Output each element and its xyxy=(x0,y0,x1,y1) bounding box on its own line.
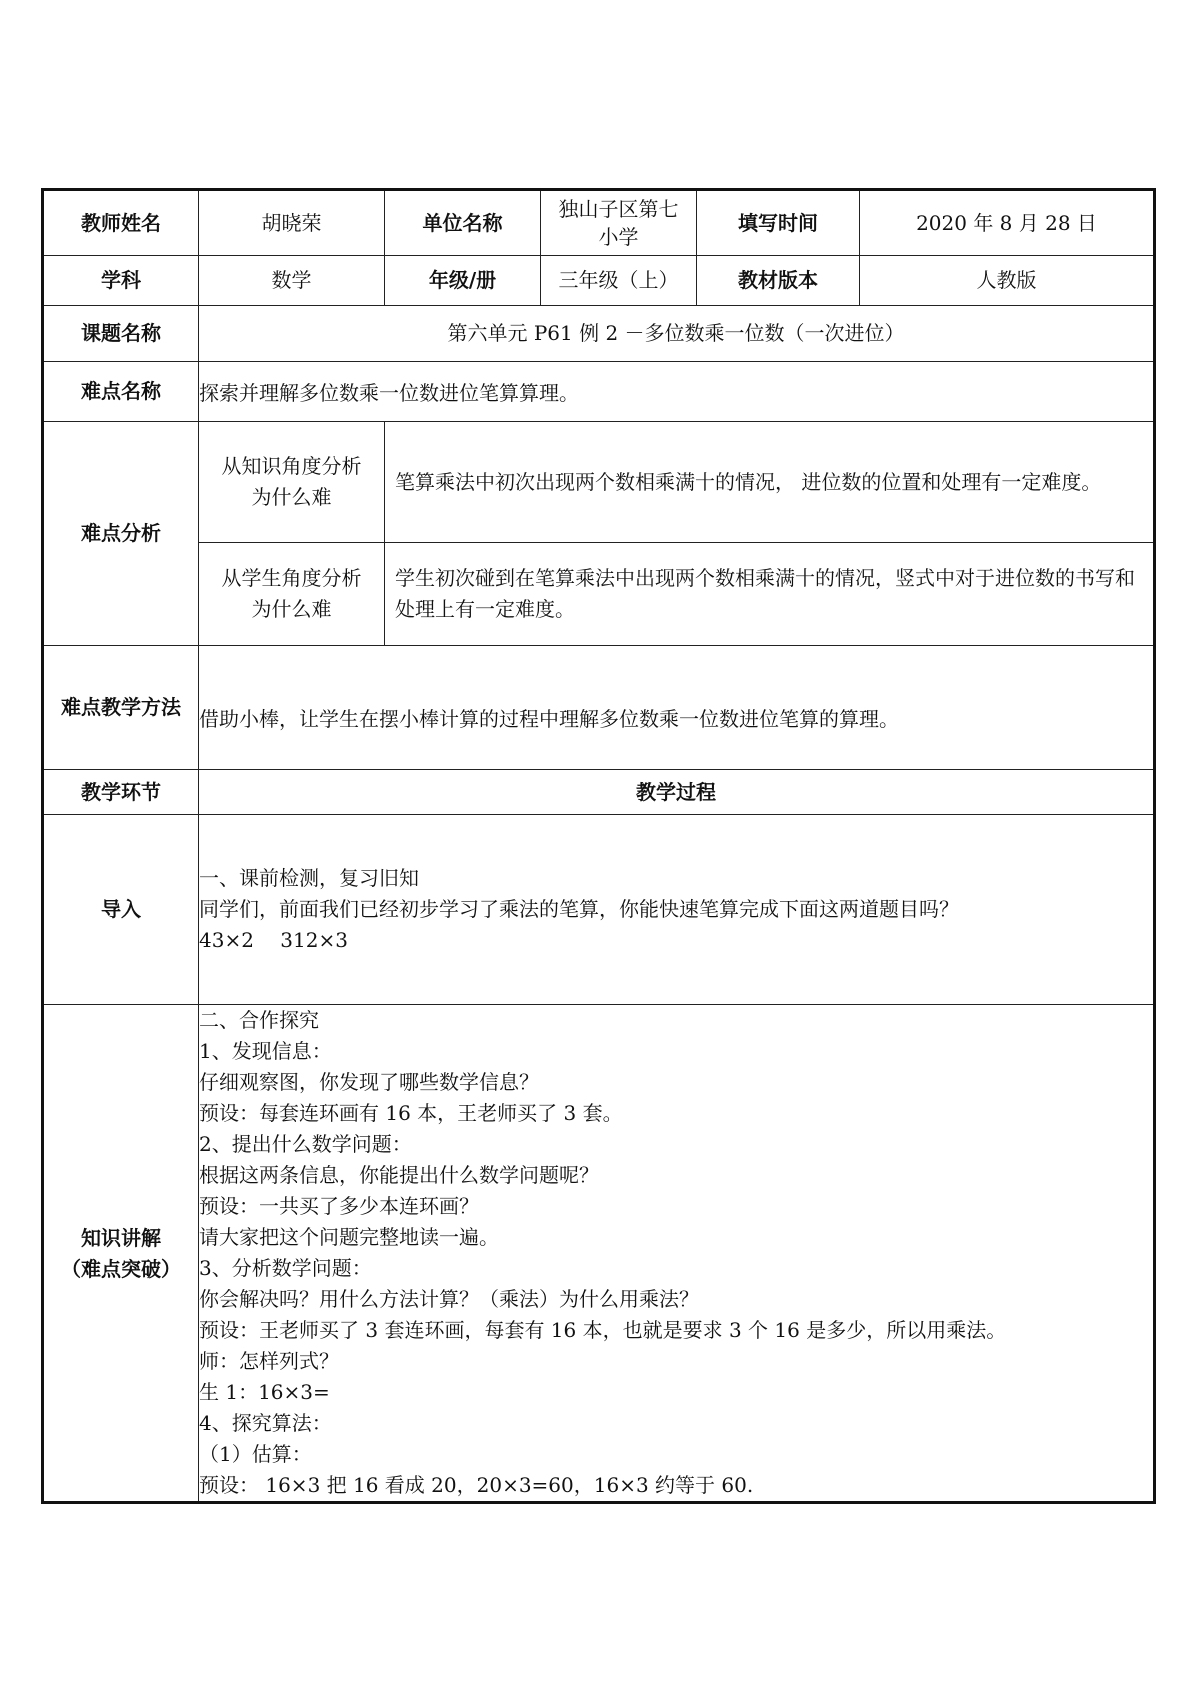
explain-line: 2、提出什么数学问题： xyxy=(199,1132,412,1156)
intro-label: 导入 xyxy=(43,815,199,1005)
row-intro xyxy=(43,815,1155,1005)
topic-label: 课题名称 xyxy=(43,306,199,362)
explain-line: 1、发现信息： xyxy=(199,1039,332,1063)
row-process-header xyxy=(43,770,1155,815)
student-angle-label: 从学生角度分析为什么难 xyxy=(199,543,385,646)
explain-line: 预设：一共买了多少本连环画？ xyxy=(199,1194,479,1218)
explain-label-line2: （难点突破） xyxy=(61,1257,181,1281)
explain-label-line1: 知识讲解 xyxy=(81,1226,161,1250)
explain-content xyxy=(199,1005,1155,1503)
explain-line: 根据这两条信息，你能提出什么数学问题呢？ xyxy=(199,1163,599,1187)
explain-line: 预设：王老师买了 3 套连环画，每套有 16 本，也就是要求 3 个 16 是多少，所以用乘法。 xyxy=(199,1318,1007,1342)
subject-value: 数学 xyxy=(199,256,385,306)
row-difficulty xyxy=(43,362,1155,422)
lesson-form xyxy=(41,188,1153,1504)
teacher-label: 教师姓名 xyxy=(43,190,199,256)
date-value: 2020 年 8 月 28 日 xyxy=(860,190,1155,256)
unit-label: 单位名称 xyxy=(385,190,541,256)
row-explain xyxy=(43,1005,1155,1503)
subject-label: 学科 xyxy=(43,256,199,306)
intro-line: 同学们，前面我们已经初步学习了乘法的笔算，你能快速笔算完成下面这两道题目吗？ xyxy=(199,897,959,921)
intro-line: 43×2 312×3 xyxy=(199,928,348,952)
student-angle-value: 学生初次碰到在笔算乘法中出现两个数相乘满十的情况，竖式中对于进位数的书写和处理上有一定难度。 xyxy=(385,543,1155,646)
explain-line: 预设：每套连环画有 16 本，王老师买了 3 套。 xyxy=(199,1101,623,1125)
intro-line: 一、课前检测，复习旧知 xyxy=(199,866,419,890)
grade-label: 年级/册 xyxy=(385,256,541,306)
edition-value: 人教版 xyxy=(860,256,1155,306)
process-header: 教学过程 xyxy=(199,770,1155,815)
teacher-value: 胡晓荣 xyxy=(199,190,385,256)
explain-line: 3、分析数学问题： xyxy=(199,1256,372,1280)
knowledge-angle-value: 笔算乘法中初次出现两个数相乘满十的情况， 进位数的位置和处理有一定难度。 xyxy=(385,422,1155,543)
explain-line: 二、合作探究 xyxy=(199,1008,319,1032)
row-analysis-student xyxy=(43,543,1155,646)
date-label: 填写时间 xyxy=(697,190,860,256)
explain-line: 仔细观察图，你发现了哪些数学信息？ xyxy=(199,1070,539,1094)
difficulty-label: 难点名称 xyxy=(43,362,199,422)
method-value: 借助小棒，让学生在摆小棒计算的过程中理解多位数乘一位数进位笔算的算理。 xyxy=(199,646,1155,770)
explain-line: 请大家把这个问题完整地读一遍。 xyxy=(199,1225,499,1249)
row-method xyxy=(43,646,1155,770)
explain-line: 生 1：16×3= xyxy=(199,1380,330,1404)
row-analysis-knowledge xyxy=(43,422,1155,543)
unit-value: 独山子区第七小学 xyxy=(541,190,697,256)
intro-content xyxy=(199,815,1155,1005)
explain-line: 你会解决吗？用什么方法计算？（乘法）为什么用乘法？ xyxy=(199,1287,699,1311)
explain-line: 预设： 16×3 把 16 看成 20，20×3=60，16×3 约等于 60. xyxy=(199,1473,754,1497)
knowledge-angle-label: 从知识角度分析为什么难 xyxy=(199,422,385,543)
lesson-table xyxy=(41,188,1156,1504)
row-topic xyxy=(43,306,1155,362)
explain-line: 师：怎样列式？ xyxy=(199,1349,339,1373)
topic-value: 第六单元 P61 例 2 －多位数乘一位数（一次进位） xyxy=(199,306,1155,362)
row-teacher xyxy=(43,190,1155,256)
difficulty-value: 探索并理解多位数乘一位数进位笔算算理。 xyxy=(199,362,1155,422)
edition-label: 教材版本 xyxy=(697,256,860,306)
stage-header: 教学环节 xyxy=(43,770,199,815)
analysis-label: 难点分析 xyxy=(43,422,199,646)
grade-value: 三年级（上） xyxy=(541,256,697,306)
explain-label xyxy=(43,1005,199,1503)
explain-line: （1）估算： xyxy=(199,1442,312,1466)
method-label: 难点教学方法 xyxy=(43,646,199,770)
explain-line: 4、探究算法： xyxy=(199,1411,332,1435)
row-subject xyxy=(43,256,1155,306)
